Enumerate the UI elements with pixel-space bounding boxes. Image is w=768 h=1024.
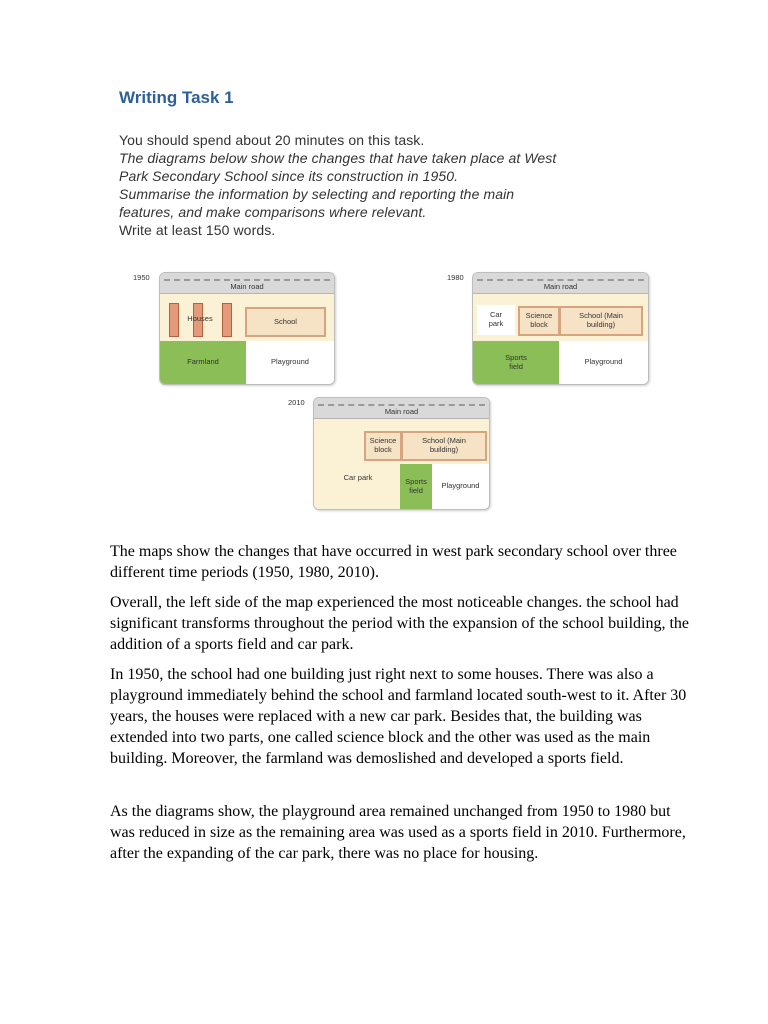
road-dashes <box>477 279 644 281</box>
road-dashes <box>164 279 330 281</box>
task-instruction-time: You should spend about 20 minutes on this task. <box>119 132 425 148</box>
map-2010-frame <box>313 397 490 510</box>
essay-paragraph-conclusion <box>110 801 695 864</box>
map-1980-frame <box>472 272 649 385</box>
essay-paragraph-overview <box>110 592 695 655</box>
school-main-building: School (Main building) <box>401 431 487 461</box>
essay-paragraph-4: As the diagrams show, the playground area remained unchanged from 1950 to 1980 but was reduced in size as the remaining area was used as a sports field in 2010. Furthermore, after the expanding of the car park, there was no place for housing. <box>110 803 686 862</box>
house <box>222 303 232 337</box>
main-road <box>473 273 648 294</box>
playground: Playground <box>432 464 489 509</box>
task-instruction-summarise-cont: features, and make comparisons where relevant. <box>119 204 427 220</box>
task-instruction-prompt: The diagrams below show the changes that have taken place at West <box>119 150 557 166</box>
science-block: Science block <box>364 431 402 461</box>
task-instruction-prompt-cont: Park Secondary School since its construction in 1950. <box>119 168 459 184</box>
task-instruction-word-count: Write at least 150 words. <box>119 222 276 238</box>
sports-field: Sports field <box>400 464 432 509</box>
task-title: Writing Task 1 <box>119 88 234 107</box>
school-building: School <box>245 307 326 337</box>
main-road <box>314 398 489 419</box>
map-1950-year: 1950 <box>133 273 150 282</box>
map-1980-year: 1980 <box>447 273 464 282</box>
main-road-label: Main road <box>543 282 578 291</box>
essay-paragraph-3: In 1950, the school had one building just right next to some houses. There was also a playground immediately behind the school and farmland located south-west to it. After 30 years, the houses were replaced with a new car park. Besides that, the building was extended into two parts, one called science block and the other was used as the main building. Moreover, the farmland was demoslished and developed a sports field. <box>110 666 687 767</box>
essay-paragraph-intro <box>110 541 695 583</box>
essay-paragraph-2: Overall, the left side of the map experienced the most noticeable changes. the school had significant transforms throughout the period with the expansion of the school building, the addition of a sports field and car park. <box>110 594 690 653</box>
car-park: Car park <box>477 305 515 335</box>
school-main-building: School (Main building) <box>559 306 643 336</box>
main-road-label: Main road <box>384 407 419 416</box>
sports-field: Sports field <box>473 341 559 384</box>
houses-label: Houses <box>187 313 213 323</box>
farmland: Farmland <box>160 341 246 384</box>
main-road-label: Main road <box>230 282 264 291</box>
science-block: Science block <box>518 306 560 336</box>
main-road <box>160 273 334 294</box>
essay-paragraph-details <box>110 664 695 769</box>
car-park: Car park <box>343 472 373 482</box>
essay-paragraph-1: The maps show the changes that have occurred in west park secondary school over three different time periods (1950, 1980, 2010). <box>110 543 677 581</box>
playground: Playground <box>559 341 648 384</box>
task-instruction-summarise: Summarise the information by selecting and reporting the main <box>119 186 515 202</box>
road-dashes <box>318 404 485 406</box>
map-2010-year: 2010 <box>288 398 305 407</box>
playground: Playground <box>246 341 334 384</box>
map-1950-frame <box>159 272 335 385</box>
